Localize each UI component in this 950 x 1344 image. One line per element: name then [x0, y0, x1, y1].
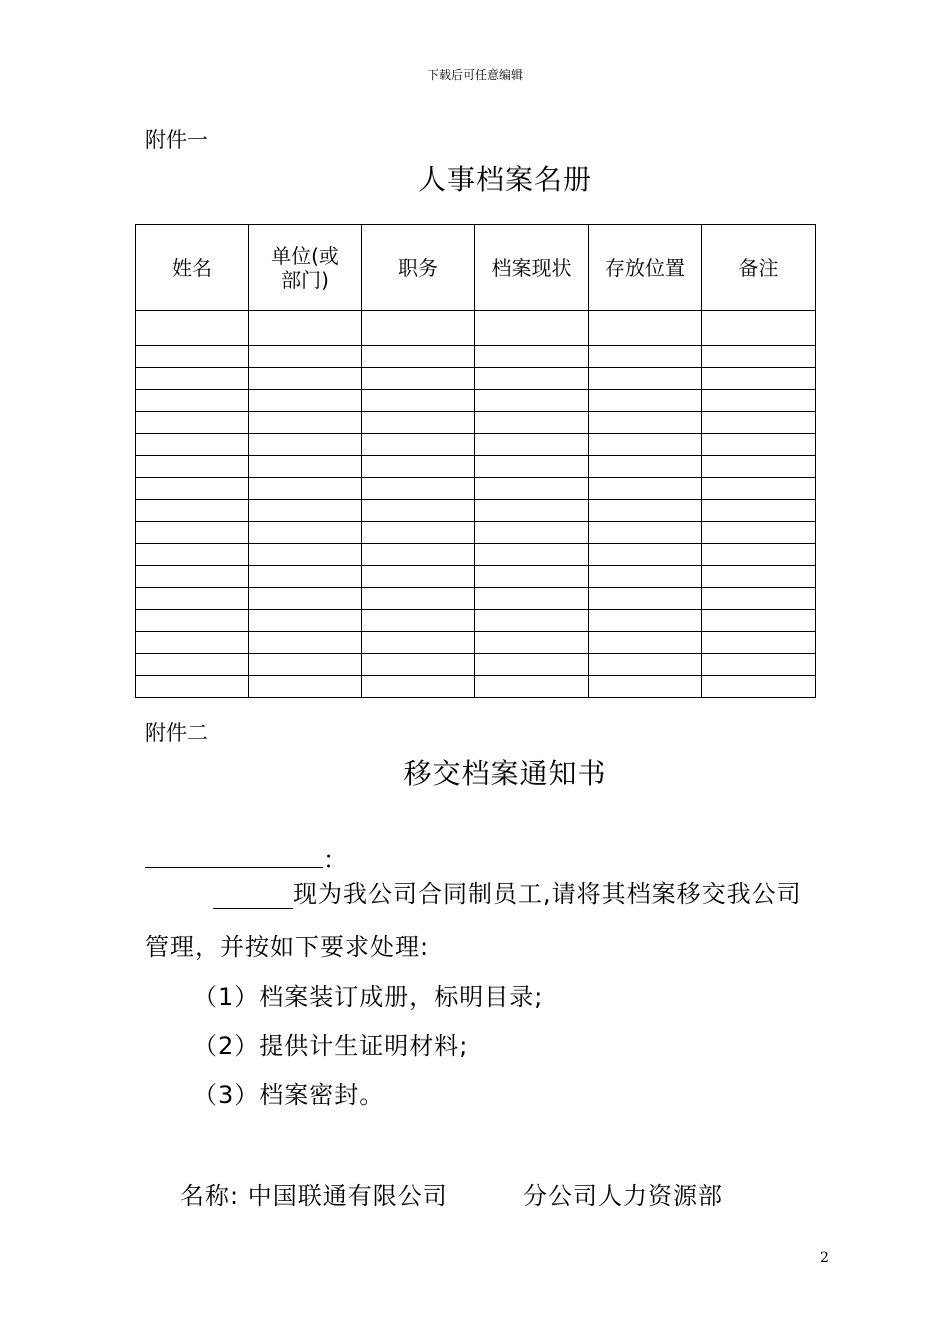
table-cell[interactable]: [249, 610, 362, 632]
table-cell[interactable]: [475, 368, 589, 390]
table-row: [136, 478, 816, 500]
table-cell[interactable]: [589, 346, 702, 368]
table-cell[interactable]: [702, 311, 816, 346]
table-cell[interactable]: [589, 500, 702, 522]
table-cell[interactable]: [136, 412, 249, 434]
table-cell[interactable]: [702, 610, 816, 632]
table-cell[interactable]: [702, 368, 816, 390]
table-cell[interactable]: [362, 632, 475, 654]
table-cell[interactable]: [249, 632, 362, 654]
table-row: [136, 588, 816, 610]
table-row: [136, 412, 816, 434]
table-cell[interactable]: [136, 632, 249, 654]
table-cell[interactable]: [249, 456, 362, 478]
table-cell[interactable]: [475, 500, 589, 522]
table-cell[interactable]: [475, 588, 589, 610]
table-row: [136, 368, 816, 390]
table-cell[interactable]: [475, 311, 589, 346]
table-cell[interactable]: [475, 434, 589, 456]
table-row: [136, 632, 816, 654]
table-cell[interactable]: [362, 500, 475, 522]
table-cell[interactable]: [136, 654, 249, 676]
table-cell[interactable]: [589, 368, 702, 390]
table-cell[interactable]: [589, 566, 702, 588]
table-cell[interactable]: [362, 412, 475, 434]
table-row: [136, 544, 816, 566]
signature-department: 分公司人力资源部: [523, 1182, 723, 1210]
table-cell[interactable]: [589, 390, 702, 412]
notice-title: 移交档案通知书: [403, 757, 607, 790]
requirement-item-2: （2）提供计生证明材料;: [193, 1032, 469, 1060]
table-header-row: [136, 225, 816, 311]
table-cell[interactable]: [589, 434, 702, 456]
header-note: 下载后可任意编辑: [426, 68, 523, 82]
table-cell[interactable]: [136, 456, 249, 478]
table-cell[interactable]: [249, 544, 362, 566]
table-cell[interactable]: [249, 478, 362, 500]
table-cell[interactable]: [136, 544, 249, 566]
column-header-remarks: 备注: [702, 225, 816, 311]
table-cell[interactable]: [475, 412, 589, 434]
table-cell[interactable]: [249, 654, 362, 676]
table-cell[interactable]: [362, 368, 475, 390]
table-cell[interactable]: [249, 390, 362, 412]
table-cell[interactable]: [136, 500, 249, 522]
table-cell[interactable]: [589, 522, 702, 544]
employee-name-blank[interactable]: [213, 878, 293, 909]
salutation-line: [145, 840, 348, 875]
table-cell[interactable]: [136, 478, 249, 500]
table-cell[interactable]: [702, 676, 816, 698]
table-cell[interactable]: [702, 434, 816, 456]
table-cell[interactable]: [362, 390, 475, 412]
page-number: 2: [820, 1250, 829, 1266]
table-cell[interactable]: [136, 676, 249, 698]
column-header-file-status: 档案现状: [475, 225, 589, 311]
table-cell[interactable]: [475, 654, 589, 676]
recipient-blank[interactable]: [145, 845, 323, 868]
table-row: [136, 522, 816, 544]
table-cell[interactable]: [475, 346, 589, 368]
requirement-item-1: （1）档案装订成册，标明目录;: [193, 983, 544, 1011]
roster-title: 人事档案名册: [417, 163, 592, 196]
table-cell[interactable]: [702, 632, 816, 654]
table-cell[interactable]: [136, 368, 249, 390]
table-cell[interactable]: [589, 654, 702, 676]
table-cell[interactable]: [362, 311, 475, 346]
column-header-unit: [249, 225, 362, 311]
attachment-2-label: 附件二: [145, 721, 208, 745]
roster-body: [136, 311, 816, 698]
table-row: [136, 654, 816, 676]
table-cell[interactable]: [475, 676, 589, 698]
table-cell[interactable]: [249, 588, 362, 610]
signature-company: 名称: 中国联通有限公司: [180, 1182, 448, 1210]
table-cell[interactable]: [249, 434, 362, 456]
table-cell[interactable]: [249, 311, 362, 346]
table-cell[interactable]: [475, 478, 589, 500]
table-cell[interactable]: [702, 500, 816, 522]
table-cell[interactable]: [702, 456, 816, 478]
table-cell[interactable]: [249, 346, 362, 368]
table-cell[interactable]: [362, 654, 475, 676]
table-cell[interactable]: [702, 544, 816, 566]
table-cell[interactable]: [702, 654, 816, 676]
table-cell[interactable]: [589, 610, 702, 632]
table-row: [136, 676, 816, 698]
table-cell[interactable]: [589, 456, 702, 478]
table-cell[interactable]: [589, 478, 702, 500]
table-cell[interactable]: [362, 676, 475, 698]
table-row: [136, 311, 816, 346]
table-row: [136, 434, 816, 456]
table-cell[interactable]: [136, 566, 249, 588]
table-cell[interactable]: [702, 566, 816, 588]
table-row: [136, 500, 816, 522]
column-header-storage-location: 存放位置: [589, 225, 702, 311]
table-cell[interactable]: [589, 544, 702, 566]
table-row: [136, 566, 816, 588]
table-cell[interactable]: [702, 412, 816, 434]
table-cell[interactable]: [475, 544, 589, 566]
table-cell[interactable]: [475, 566, 589, 588]
body-text-2: 管理，并按如下要求处理:: [145, 933, 430, 961]
table-cell[interactable]: [475, 456, 589, 478]
table-cell[interactable]: [589, 412, 702, 434]
personnel-roster-table: [135, 224, 816, 698]
table-cell[interactable]: [136, 311, 249, 346]
table-cell[interactable]: [702, 588, 816, 610]
table-cell[interactable]: [249, 522, 362, 544]
table-cell[interactable]: [362, 434, 475, 456]
table-cell[interactable]: [362, 478, 475, 500]
table-cell[interactable]: [136, 588, 249, 610]
attachment-1-label: 附件一: [145, 128, 208, 152]
table-cell[interactable]: [475, 522, 589, 544]
table-cell[interactable]: [702, 390, 816, 412]
table-cell[interactable]: [136, 346, 249, 368]
table-row: [136, 456, 816, 478]
table-cell[interactable]: [589, 588, 702, 610]
table-cell[interactable]: [589, 676, 702, 698]
table-cell[interactable]: [249, 368, 362, 390]
table-cell[interactable]: [136, 610, 249, 632]
table-cell[interactable]: [362, 610, 475, 632]
table-cell[interactable]: [589, 311, 702, 346]
table-cell[interactable]: [702, 478, 816, 500]
table-cell[interactable]: [249, 566, 362, 588]
column-header-unit-label: 单位(或部门): [271, 243, 339, 292]
requirement-item-3: （3）档案密封。: [193, 1081, 385, 1109]
table-cell[interactable]: [249, 676, 362, 698]
table-cell[interactable]: [136, 434, 249, 456]
table-cell[interactable]: [362, 456, 475, 478]
table-cell[interactable]: [136, 390, 249, 412]
table-row: [136, 610, 816, 632]
table-row: [136, 346, 816, 368]
column-header-name: 姓名: [136, 225, 249, 311]
column-header-position: 职务: [362, 225, 475, 311]
table-cell[interactable]: [362, 522, 475, 544]
table-cell[interactable]: [362, 588, 475, 610]
table-cell[interactable]: [475, 610, 589, 632]
table-cell[interactable]: [589, 632, 702, 654]
table-row: [136, 390, 816, 412]
salutation-colon: ：: [323, 846, 348, 874]
table-cell[interactable]: [136, 522, 249, 544]
table-cell[interactable]: [702, 346, 816, 368]
table-cell[interactable]: [249, 500, 362, 522]
table-cell[interactable]: [475, 390, 589, 412]
table-cell[interactable]: [475, 632, 589, 654]
table-cell[interactable]: [702, 522, 816, 544]
table-cell[interactable]: [362, 566, 475, 588]
table-cell[interactable]: [362, 544, 475, 566]
body-text-1: 现为我公司合同制员工,请将其档案移交我公司: [293, 880, 802, 908]
table-cell[interactable]: [362, 346, 475, 368]
body-line-1: [213, 874, 802, 909]
table-cell[interactable]: [249, 412, 362, 434]
